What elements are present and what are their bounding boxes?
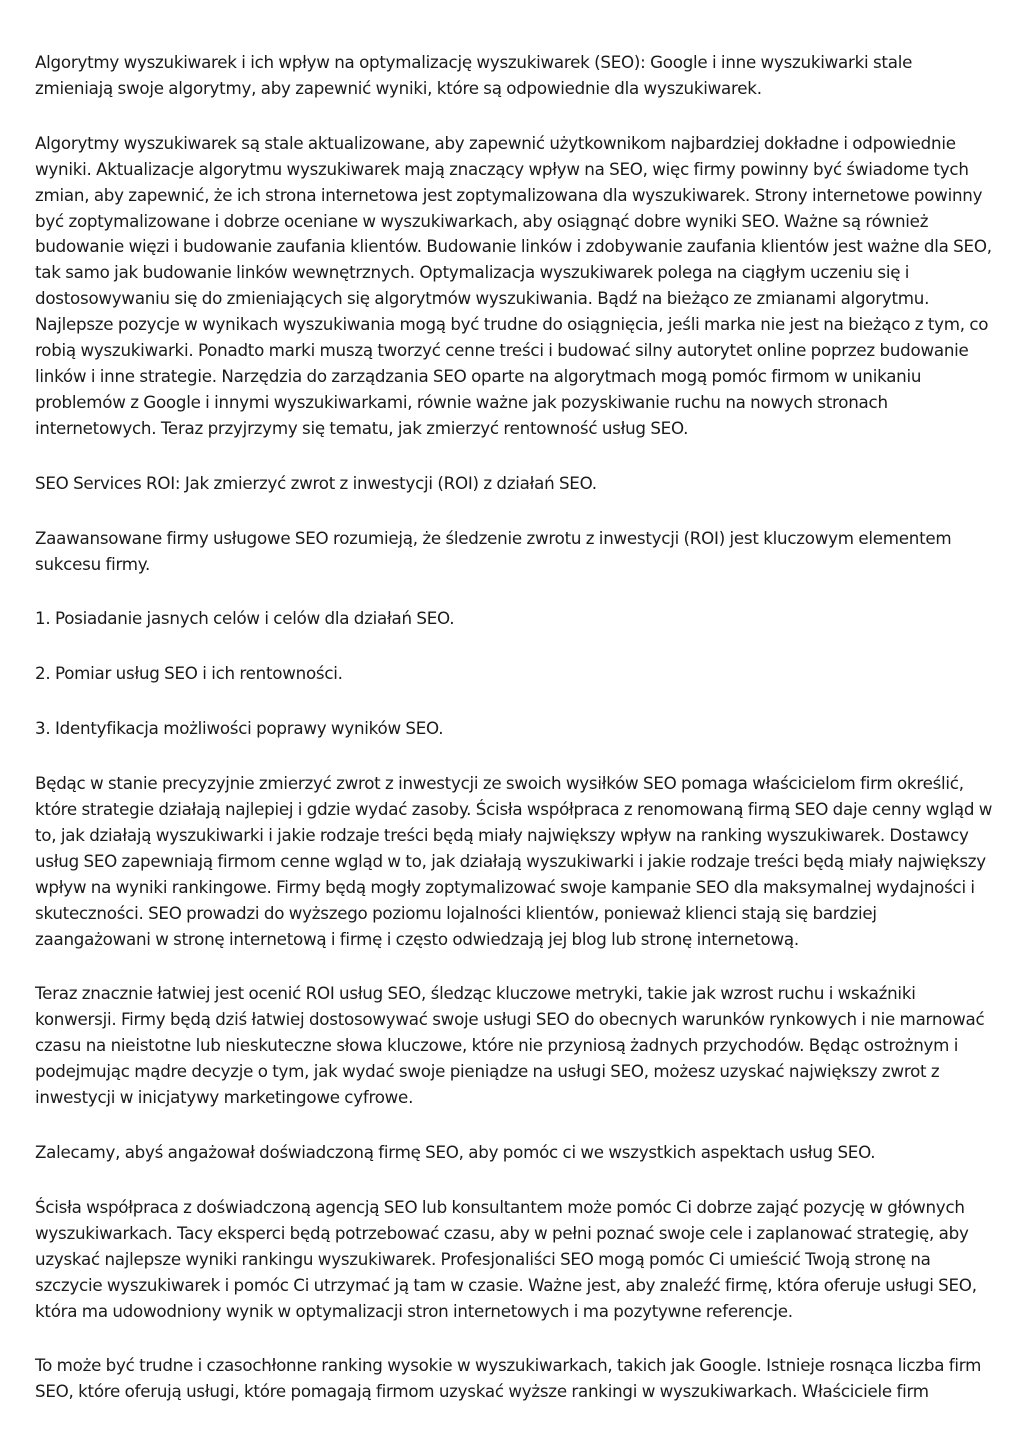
paragraph-algorithms-intro: Algorytmy wyszukiwarek i ich wpływ na optymalizację wyszukiwarek (SEO): Google i inne wyszukiwarki stale zmieniają swoje algorytmy, aby zapewnić wyniki, które są odpowiednie dla wyszukiwarek. xyxy=(35,52,913,98)
paragraph-ranking-difficulty: To może być trudne i czasochłonne ranking wysokie w wyszukiwarkach, takich jak Google. Istnieje rosnąca liczba firm SEO, które oferują usługi, które pomagają firmom uzyskać wyższe rankingi w wyszukiwarkach. Właściciele firm xyxy=(35,1355,982,1402)
list-item-3: 3. Identyfikacja możliwości poprawy wyników SEO. xyxy=(35,718,444,739)
document-page xyxy=(35,50,993,1434)
paragraph-recommendation: Zalecamy, abyś angażował doświadczoną firmę SEO, aby pomóc ci we wszystkich aspektach usług SEO. xyxy=(35,1142,876,1162)
list-item-2: 2. Pomiar usług SEO i ich rentowności. xyxy=(35,663,343,684)
paragraph-agency-cooperation: Ścisła współpraca z doświadczoną agencją SEO lub konsultantem może pomóc Ci dobrze zająć pozycję w głównych wyszukiwarkach. Tacy eksperci będą potrzebować czasu, aby w pełni poznać swoje cele i zaplanować strategię, aby uzyskać najlepsze wyniki rankingu wyszukiwarek. Profesjonaliści SEO mogą pomóc Ci umieścić Twoją stronę na szczycie wyszukiwarek i pomóc Ci utrzymać ją tam w czasie. Ważne jest, aby znaleźć firmę, która oferuje usługi SEO, która ma udowodniony wynik w optymalizacji stron internetowych i ma pozytywne referencje. xyxy=(35,1196,977,1321)
paragraph-roi-measure: Będąc w stanie precyzyjnie zmierzyć zwrot z inwestycji ze swoich wysiłków SEO pomaga właścicielom firm określić, które strategie działają najlepiej i gdzie wydać zasoby. Ścisła współpraca z renomowaną firmą SEO daje cenny wgląd w to, jak działają wyszukiwarki i jakie rodzaje treści będą miały największy wpływ na ranking wyszukiwarek. Dostawcy usług SEO zapewniają firmom cenne wgląd w to, jak działają wyszukiwarki i jakie rodzaje treści będą miały największy wpływ na wyniki rankingowe. Firmy będą mogły zoptymalizować swoje kampanie SEO dla maksymalnej wydajności i skuteczności. SEO prowadzi do wyższego poziomu lojalności klientów, ponieważ klienci stają się bardziej zaangażowani w stronę internetową i firmę i często odwiedzają jej blog lub stronę internetową. xyxy=(35,773,993,949)
paragraph-roi-intro: Zaawansowane firmy usługowe SEO rozumieją, że śledzenie zwrotu z inwestycji (ROI) jest kluczowym elementem sukcesu firmy. xyxy=(35,527,952,574)
paragraph-roi-metrics: Teraz znacznie łatwiej jest ocenić ROI usług SEO, śledząc kluczowe metryki, takie jak wzrost ruchu i wskaźniki konwersji. Firmy będą dziś łatwiej dostosowywać swoje usługi SEO do obecnych warunków rynkowych i nie marnować czasu na nieistotne lub nieskuteczne słowa kluczowe, które nie przyniosą żadnych przychodów. Będąc ostrożnym i podejmując mądre decyzje o tym, jak wydać swoje pieniądze na usługi SEO, możesz uzyskać największy zwrot z inwestycji w inicjatywy marketingowe cyfrowe. xyxy=(35,983,985,1108)
paragraph-roi-heading: SEO Services ROI: Jak zmierzyć zwrot z inwestycji (ROI) z działań SEO. xyxy=(35,472,597,493)
paragraph-algorithms-updates: Algorytmy wyszukiwarek są stale aktualizowane, aby zapewnić użytkownikom najbardziej dokładne i odpowiednie wyniki. Aktualizacje algorytmu wyszukiwarek mają znaczący wpływ na SEO, więc firmy powinny być świadome tych zmian, aby zapewnić, że ich strona internetowa jest zoptymalizowana dla wyszukiwarek. Strony internetowe powinny być zoptymalizowane i dobrze oceniane w wyszukiwarkach, aby osiągnąć dobre wyniki SEO. Ważne są również budowanie więzi i budowanie zaufania klientów. Budowanie linków i zdobywanie zaufania klientów jest ważne dla SEO, tak samo jak budowanie linków wewnętrznych. Optymalizacja wyszukiwarek polega na ciągłym uczeniu się i dostosowywaniu się do zmieniających się algorytmów wyszukiwania. Bądź na bieżąco ze zmianami algorytmu. Najlepsze pozycje w wynikach wyszukiwania mogą być trudne do osiągnięcia, jeśli marka nie jest na bieżąco z tym, co robią wyszukiwarki. Ponadto marki muszą tworzyć cenne treści i budować silny autorytet online poprzez budowanie linków i inne strategie. Narzędzia do zarządzania SEO oparte na algorytmach mogą pomóc firmom w unikaniu problemów z Google i innymi wyszukiwarkami, równie ważne jak pozyskiwanie ruchu na nowych stronach internetowych. Teraz przyjrzymy się tematu, jak zmierzyć rentowność usług SEO. xyxy=(35,132,992,438)
list-item-1: 1. Posiadanie jasnych celów i celów dla działań SEO. xyxy=(35,608,455,629)
